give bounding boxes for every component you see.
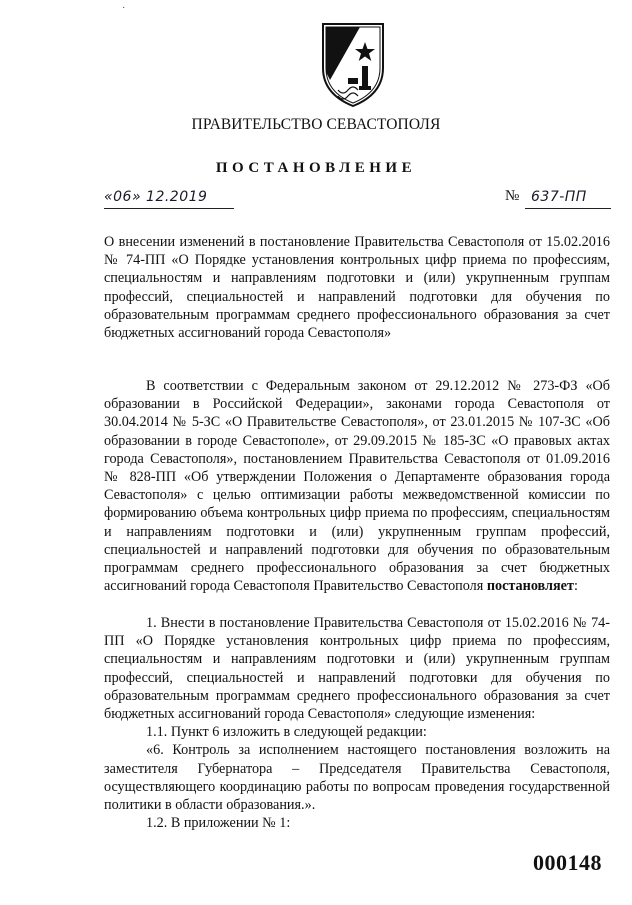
document-date-field — [104, 188, 234, 209]
organization-name: ПРАВИТЕЛЬСТВО СЕВАСТОПОЛЯ — [191, 116, 441, 133]
coat-of-arms-icon — [318, 20, 388, 110]
item-1-2: 1.2. В приложении № 1: — [146, 815, 291, 832]
document-title — [104, 233, 610, 342]
document-type: ПОСТАНОВЛЕНИЕ — [215, 160, 417, 176]
item-1-1: 1.1. Пункт 6 изложить в следующей редакции: — [146, 724, 427, 741]
preamble-text: В соответствии с Федеральным законом от 29.12.2012 № 273-ФЗ «Об образовании в Российской Федерации», законами города Севастополя от 30.04.2014 № 5-ЗС «О Правительстве Севастополя», от 23.01.2015 № 107-ЗС «Об образовании в городе Севастополе», от 29.09.2015 № 185-ЗС «О правовых актах города Севастополя», постановлением Правительства Севастополя от 01.09.2016 № 828-ПП «Об утверждении Положения о Департаменте образования города Севастополя» с целью оптимизации работы межведомственной комиссии по формированию объема контрольных цифр приема по профессиям, специальностям и направлениям подготовки и (или) укрупненным группам профессий, специальностей и направлений подготовки для обучения по образовательным программам среднего профессионального образования за счет бюджетных ассигнований города Севастополя Правительство Севастополя — [104, 378, 610, 595]
document-date: «06» 12.2019 — [104, 189, 208, 205]
number-sign: № — [505, 188, 520, 204]
title-text: О внесении изменений в постановление Правительства Севастополя от 15.02.2016 № 74-ПП «О Порядке установления контрольных цифр приема по профессиям, специальностям и направлениям подготовки и (или) укрупненным группам профессий, специальностей и направлений подготовки для обучения по образовательным программам среднего профессионального образования за счет бюджетных ассигнований города Севастополя» — [104, 234, 610, 342]
item-1: 1. Внести в постановление Правительства Севастополя от 15.02.2016 № 74-ПП «О Порядке установления контрольных цифр приема по профессиям, специальностям и направлениям подготовки и (или) укрупненным группам профессий, специальностей и направлений подготовки для обучения по образовательным программам среднего профессионального образования за счет бюджетных ассигнований города Севастополя» следующие изменения: — [104, 615, 610, 723]
item-6-quote: «6. Контроль за исполнением настоящего постановления возложить на заместителя Губернатора – Председателя Правительства Севастополя, осуществляющего координацию работы по вопросам проведения государственной политики в области образования.». — [104, 742, 610, 814]
scan-mark: ˙ — [122, 6, 126, 17]
document-number-line — [525, 188, 611, 209]
document-number-field — [505, 188, 611, 208]
preamble-colon: : — [573, 578, 578, 595]
serial-number: 000148 — [533, 850, 602, 875]
document-body — [104, 614, 610, 832]
preamble-paragraph — [104, 377, 610, 595]
preamble-verb: постановляет — [486, 578, 574, 595]
document-number: 637-ПП — [531, 189, 587, 205]
preamble — [104, 377, 610, 595]
